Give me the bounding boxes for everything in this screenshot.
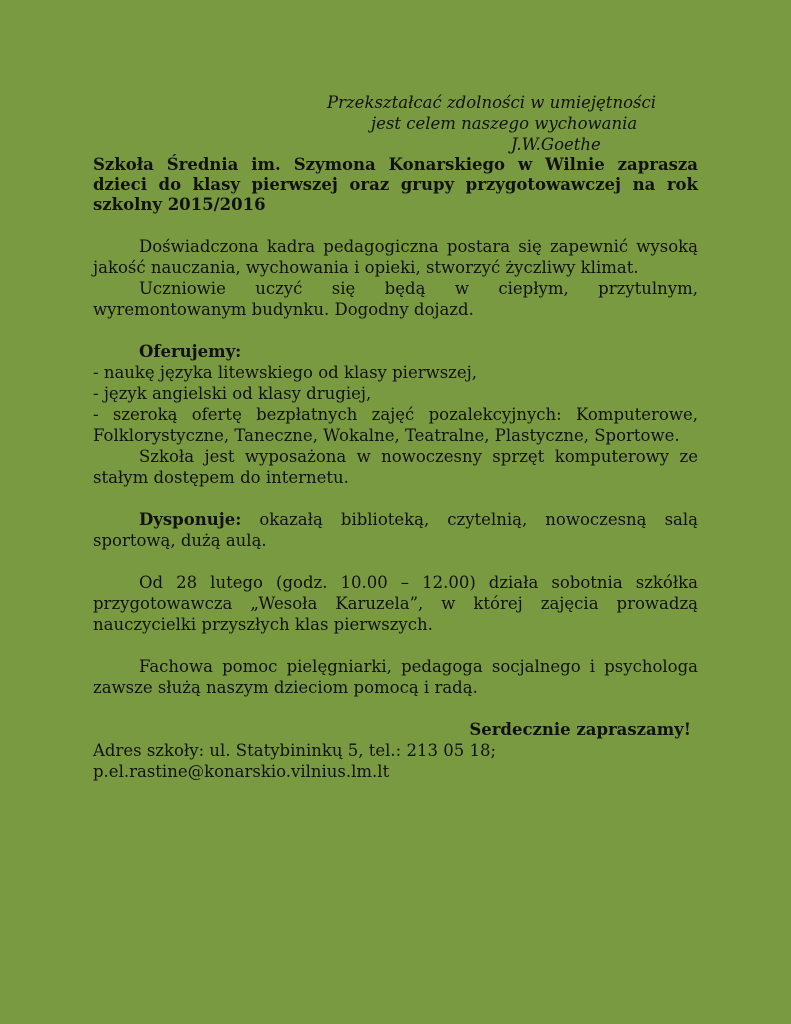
offer-item-lithuanian: - naukę języka litewskiego od klasy pierwszej, — [93, 363, 478, 382]
support-paragraph: Fachowa pomoc pielęgniarki, pedagoga socjalnego i psychologa zawsze służą naszym dzieciom pomocą i radą. — [93, 657, 698, 697]
intro-paragraph-1: Doświadczona kadra pedagogiczna postara się zapewnić wysoką jakość nauczania, wychowania i opieki, stworzyć życzliwy klimat. — [93, 237, 698, 277]
equipment-paragraph: Szkoła jest wyposażona w nowoczesny sprzęt komputerowy ze stałym dostępem do internetu. — [93, 447, 698, 487]
saturday-school-paragraph: Od 28 lutego (godz. 10.00 – 12.00) działa sobotnia szkółka przygotowawcza „Wesoła Karuzela”, w której zajęcia prowadzą nauczycielki przyszłych klas pierwszych. — [93, 573, 698, 634]
offer-item-english: - język angielski od klasy drugiej, — [93, 384, 372, 403]
document-content — [93, 92, 698, 782]
address-line: Adres szkoły: ul. Statybininkų 5, tel.: 213 05 18; — [93, 741, 497, 760]
closing-invitation: Serdecznie zapraszamy! — [469, 720, 691, 739]
facilities-label: Dysponuje: — [139, 510, 242, 529]
motto-line-2: jest celem naszego wychowania — [371, 114, 638, 133]
motto-author: J.W.Goethe — [511, 135, 601, 154]
motto-line-1: Przekształcać zdolności w umiejętności — [327, 93, 656, 112]
email-address[interactable]: p.el.rastine@konarskio.vilnius.lm.lt — [93, 762, 390, 781]
offer-label: Oferujemy: — [139, 342, 242, 361]
facilities-paragraph — [93, 509, 698, 551]
motto-quote — [327, 92, 698, 155]
intro-paragraph-2: Uczniowie uczyć się będą w ciepłym, przytulnym, wyremontowanym budynku. Dogodny dojazd. — [93, 279, 698, 319]
offer-item-extracurricular: - szeroką ofertę bezpłatnych zajęć pozalekcyjnych: Komputerowe, Folklorystyczne, Taneczne, Wokalne, Teatralne, Plastyczne, Sportowe. — [93, 405, 698, 445]
invitation-heading: Szkoła Średnia im. Szymona Konarskiego w Wilnie zaprasza dzieci do klasy pierwszej oraz grupy przygotowawczej na rok szkolny 2015/2016 — [93, 155, 698, 214]
facilities-text: okazałą biblioteką, czytelnią, nowoczesną salą sportową, dużą aulą. — [93, 510, 698, 550]
